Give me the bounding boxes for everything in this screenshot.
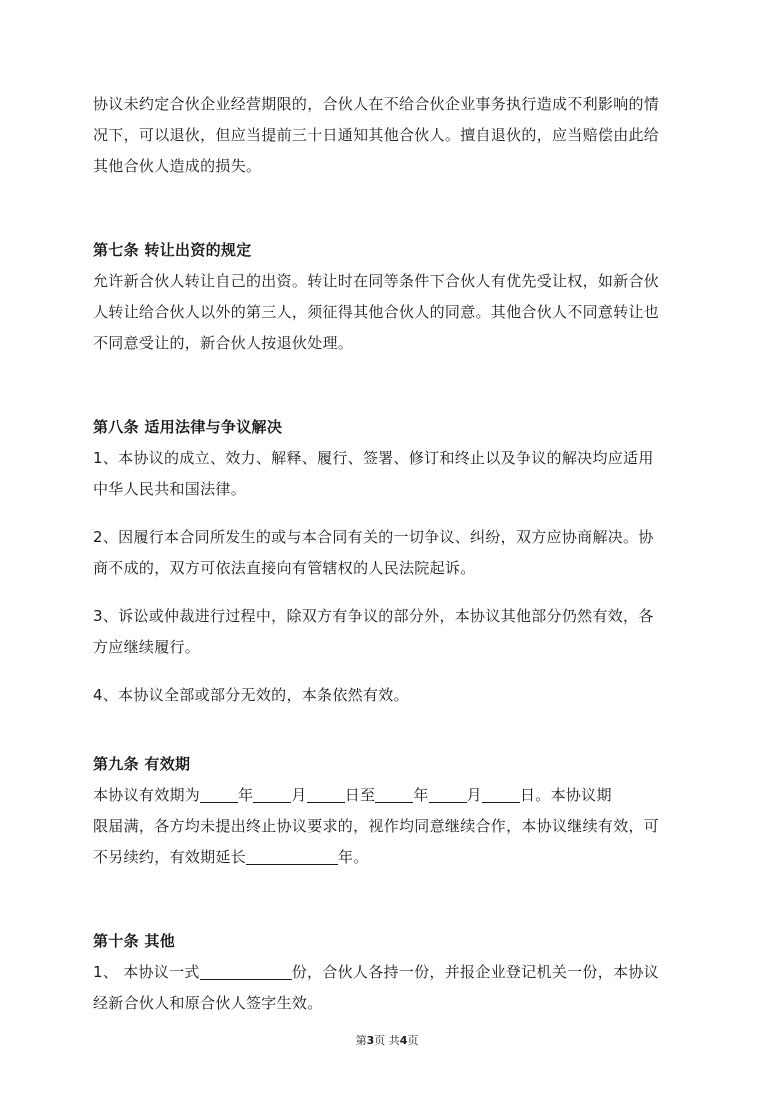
- day-label: 日至: [344, 786, 376, 804]
- article-8-line: 4、本协议全部或部分无效的，本条依然有效。: [93, 686, 409, 704]
- intro-line: 其他合伙人造成的损失。: [93, 157, 262, 175]
- article-7-line: 人转让给合伙人以外的第三人，须征得其他合伙人的同意。其他合伙人不同意转让也: [93, 303, 660, 321]
- article-8-line: 2、因履行本合同所发生的或与本合同有关的一切争议、纠纷，双方应协商解决。协: [93, 528, 654, 546]
- validity-prefix: 本协议有效期为: [93, 786, 201, 804]
- year-label: 年: [238, 786, 254, 804]
- intro-line: 协议未约定合伙企业经营期限的，合伙人在不给合伙企业事务执行造成不利影响的情: [93, 95, 660, 113]
- article-7: [93, 235, 683, 359]
- end-day-blank[interactable]: [482, 786, 520, 803]
- end-month-blank[interactable]: [429, 786, 467, 803]
- article-8-heading: 第八条 适用法律与争议解决: [93, 418, 283, 436]
- end-year-blank[interactable]: [375, 786, 413, 803]
- page-number-mid: 页 共: [374, 1034, 400, 1047]
- article-8: [93, 412, 683, 711]
- start-month-blank[interactable]: [253, 786, 291, 803]
- document-body: [93, 89, 683, 1019]
- article-7-line: 不同意受让的，新合伙人按退伙处理。: [93, 334, 354, 352]
- copies-suffix: 份，合伙人各持一份，并报企业登记机关一份，本协议: [291, 963, 659, 981]
- intro-paragraph: [93, 89, 683, 182]
- article-9-line: [93, 780, 683, 811]
- page-footer: [0, 1032, 774, 1048]
- article-9-line: [93, 842, 683, 873]
- article-8-item-1: [93, 443, 683, 505]
- extension-years-blank[interactable]: [246, 848, 338, 865]
- article-8-line: 方应继续履行。: [93, 638, 201, 656]
- article-9: [93, 749, 683, 873]
- article-9-line: 限届满，各方均未提出终止协议要求的，视作均同意继续合作，本协议继续有效，可: [93, 817, 660, 835]
- article-7-line: 允许新合伙人转让自己的出资。转让时在同等条件下合伙人有优先受让权，如新合伙: [93, 272, 660, 290]
- copies-count-blank[interactable]: [200, 963, 292, 980]
- total-page-number: 4: [399, 1034, 408, 1047]
- article-8-line: 商不成的，双方可依法直接向有管辖权的人民法院起诉。: [93, 559, 476, 577]
- year-label: 年: [413, 786, 429, 804]
- article-8-item-4: [93, 680, 683, 711]
- copies-prefix: 1、 本协议一式: [93, 963, 200, 981]
- article-8-item-2: [93, 522, 683, 584]
- page-number-suffix: 页: [407, 1034, 419, 1047]
- extension-suffix: 年。: [338, 848, 369, 866]
- article-10: [93, 926, 683, 1019]
- month-label: 月: [466, 786, 482, 804]
- article-8-line: 1、本协议的成立、效力、解释、履行、签署、修订和终止以及争议的解决均应适用: [93, 449, 654, 467]
- start-day-blank[interactable]: [307, 786, 345, 803]
- article-8-line: 3、诉讼或仲裁进行过程中，除双方有争议的部分外，本协议其他部分仍然有效，各: [93, 607, 654, 625]
- article-9-heading: 第九条 有效期: [93, 755, 191, 773]
- extension-prefix: 不另续约，有效期延长: [93, 848, 247, 866]
- article-7-heading: 第七条 转让出资的规定: [93, 241, 252, 259]
- month-label: 月: [291, 786, 307, 804]
- current-page-number: 3: [366, 1034, 375, 1047]
- article-10-line: 经新合伙人和原合伙人签字生效。: [93, 994, 323, 1012]
- article-8-item-3: [93, 601, 683, 663]
- intro-line: 况下，可以退伙，但应当提前三十日通知其他合伙人。擅自退伙的，应当赔偿由此给: [93, 126, 660, 144]
- article-10-line: [93, 957, 683, 988]
- day-label: 日。本协议期: [519, 786, 612, 804]
- article-10-heading: 第十条 其他: [93, 932, 176, 950]
- start-year-blank[interactable]: [200, 786, 238, 803]
- article-8-line: 中华人民共和国法律。: [93, 480, 247, 498]
- page-number-prefix: 第: [355, 1034, 367, 1047]
